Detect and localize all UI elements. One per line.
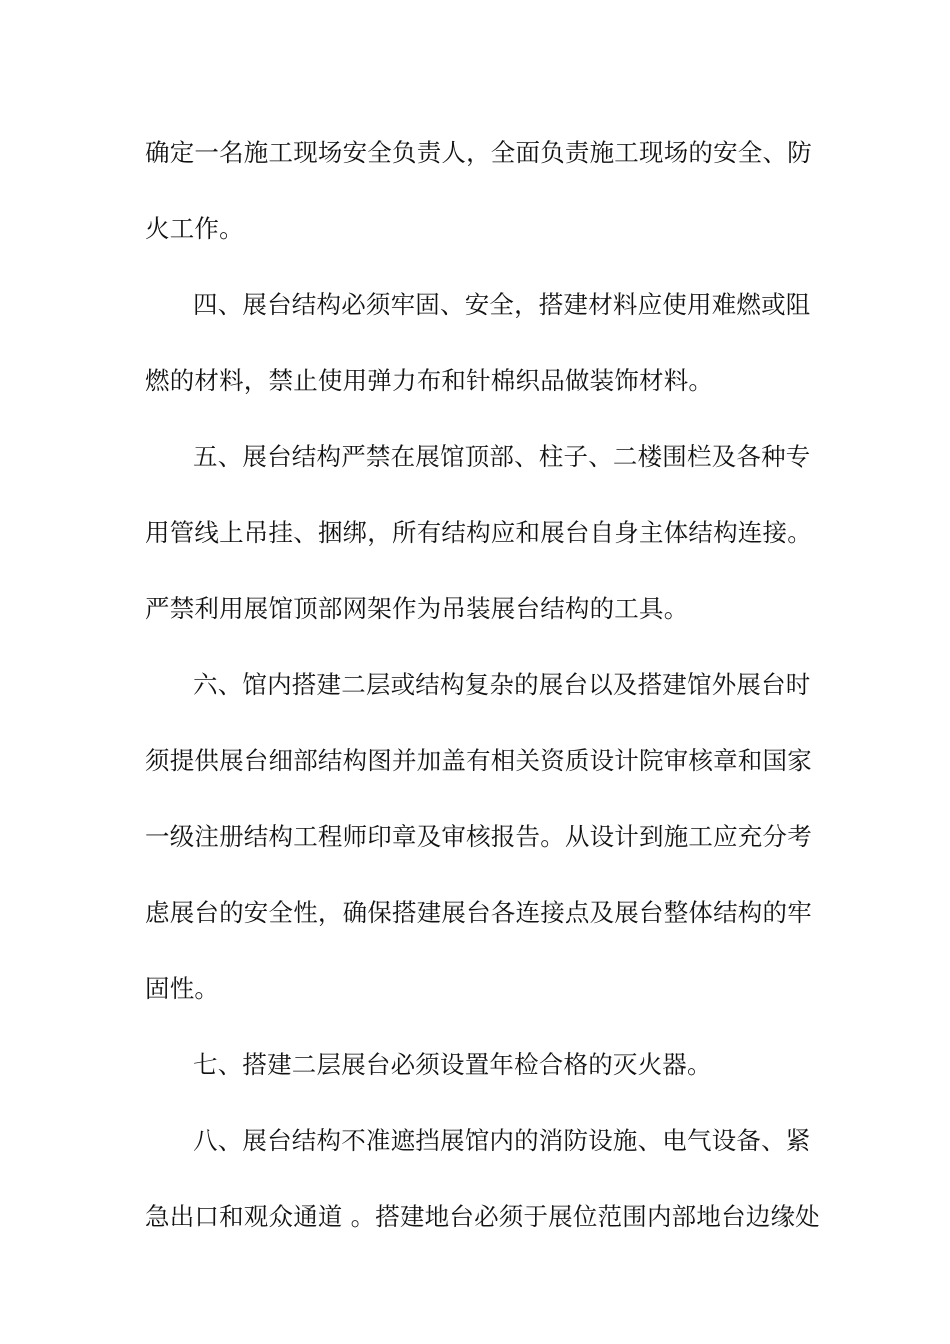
text-line: 虑展台的安全性，确保搭建展台各连接点及展台整体结构的牢 xyxy=(145,898,812,927)
text-line: 急出口和观众通道 。搭建地台必须于展位范围内部地台边缘处 xyxy=(145,1202,820,1231)
text-line: 严禁利用展馆顶部网架作为吊装展台结构的工具。 xyxy=(145,594,689,623)
text-line: 固性。 xyxy=(145,974,220,1003)
paragraph-8-start: 八、展台结构不准遮挡展馆内的消防设施、电气设备、紧 xyxy=(193,1126,811,1155)
text-line: 燃的材料，禁止使用弹力布和针棉织品做装饰材料。 xyxy=(145,366,714,395)
paragraph-4-start: 四、展台结构必须牢固、安全，搭建材料应使用难燃或阻 xyxy=(193,290,811,319)
text-line: 一级注册结构工程师印章及审核报告。从设计到施工应充分考 xyxy=(145,822,812,851)
text-line: 确定一名施工现场安全负责人，全面负责施工现场的安全、防 xyxy=(145,138,812,167)
paragraph-7-start: 七、搭建二层展台必须设置年检合格的灭火器。 xyxy=(193,1050,712,1079)
paragraph-6-start: 六、馆内搭建二层或结构复杂的展台以及搭建馆外展台时 xyxy=(193,670,811,699)
text-line: 须提供展台细部结构图并加盖有相关资质设计院审核章和国家 xyxy=(145,746,812,775)
paragraph-5-start: 五、展台结构严禁在展馆顶部、柱子、二楼围栏及各种专 xyxy=(193,442,811,471)
text-line: 用管线上吊挂、捆绑，所有结构应和展台自身主体结构连接。 xyxy=(145,518,812,547)
text-line: 火工作。 xyxy=(145,214,244,243)
